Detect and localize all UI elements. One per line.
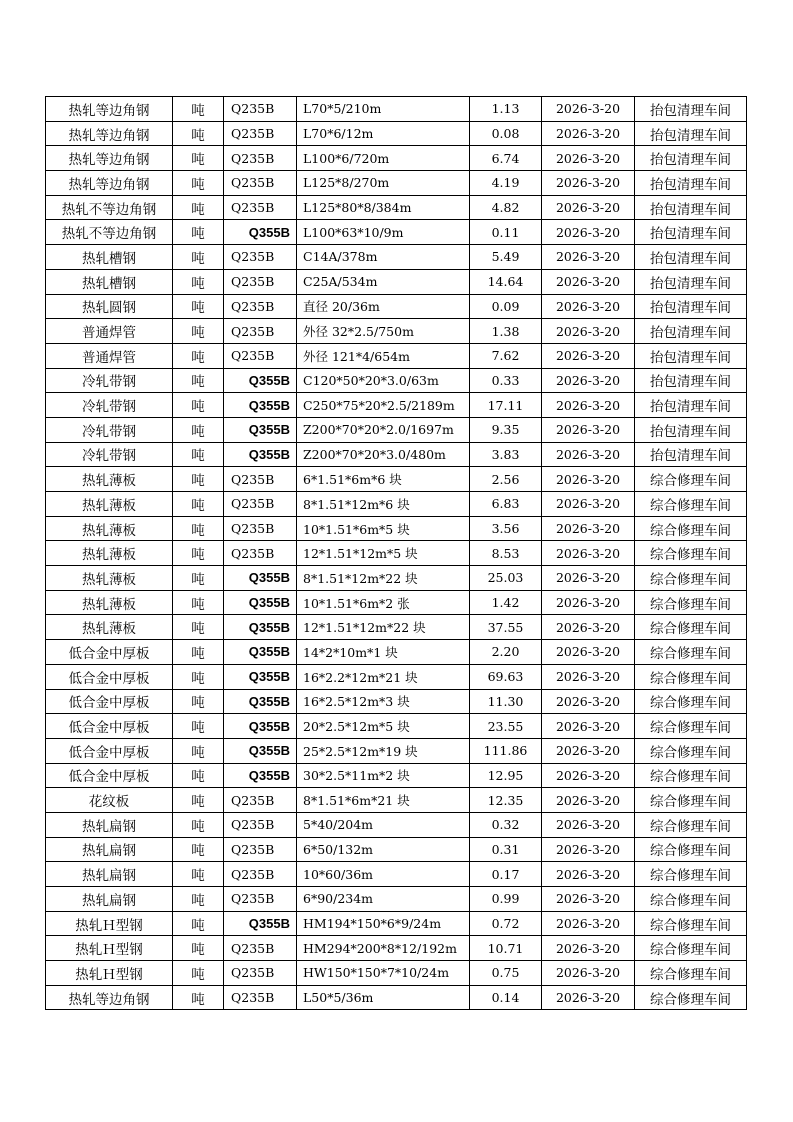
date-cell: 2026-3-20 [542, 195, 635, 220]
table-row [46, 763, 747, 788]
quantity-cell: 0.75 [470, 961, 542, 986]
material-name-cell: 热轧等边角钢 [46, 121, 173, 146]
date-cell: 2026-3-20 [542, 936, 635, 961]
date-cell: 2026-3-20 [542, 319, 635, 344]
unit-cell: 吨 [173, 985, 224, 1010]
material-name-cell: 热轧等边角钢 [46, 985, 173, 1010]
date-cell: 2026-3-20 [542, 368, 635, 393]
date-cell: 2026-3-20 [542, 763, 635, 788]
unit-cell: 吨 [173, 689, 224, 714]
quantity-cell: 14.64 [470, 269, 542, 294]
table-row [46, 417, 747, 442]
grade-cell: Q355B [224, 911, 297, 936]
quantity-cell: 11.30 [470, 689, 542, 714]
unit-cell: 吨 [173, 516, 224, 541]
material-name-cell: 热轧Ｈ型钢 [46, 936, 173, 961]
date-cell: 2026-3-20 [542, 171, 635, 196]
department-cell: 综合修理车间 [635, 862, 747, 887]
date-cell: 2026-3-20 [542, 343, 635, 368]
unit-cell: 吨 [173, 714, 224, 739]
unit-cell: 吨 [173, 146, 224, 171]
date-cell: 2026-3-20 [542, 837, 635, 862]
date-cell: 2026-3-20 [542, 492, 635, 517]
table-row [46, 738, 747, 763]
quantity-cell: 3.56 [470, 516, 542, 541]
department-cell: 综合修理车间 [635, 812, 747, 837]
material-name-cell: 冷轧带钢 [46, 393, 173, 418]
quantity-cell: 9.35 [470, 417, 542, 442]
material-name-cell: 热轧薄板 [46, 590, 173, 615]
quantity-cell: 6.74 [470, 146, 542, 171]
spec-cell: 直径 20/36m [297, 294, 470, 319]
table-row [46, 319, 747, 344]
spec-cell: 8*1.51*6m*21 块 [297, 788, 470, 813]
table-row [46, 812, 747, 837]
spec-cell: 10*60/36m [297, 862, 470, 887]
table-row [46, 541, 747, 566]
grade-cell: Q355B [224, 615, 297, 640]
quantity-cell: 17.11 [470, 393, 542, 418]
quantity-cell: 1.42 [470, 590, 542, 615]
unit-cell: 吨 [173, 615, 224, 640]
department-cell: 抬包清理车间 [635, 146, 747, 171]
department-cell: 综合修理车间 [635, 566, 747, 591]
spec-cell: C120*50*20*3.0/63m [297, 368, 470, 393]
date-cell: 2026-3-20 [542, 788, 635, 813]
department-cell: 抬包清理车间 [635, 368, 747, 393]
date-cell: 2026-3-20 [542, 467, 635, 492]
unit-cell: 吨 [173, 738, 224, 763]
date-cell: 2026-3-20 [542, 121, 635, 146]
grade-cell: Q355B [224, 640, 297, 665]
quantity-cell: 37.55 [470, 615, 542, 640]
quantity-cell: 0.99 [470, 887, 542, 912]
table-row [46, 220, 747, 245]
table-row [46, 664, 747, 689]
department-cell: 抬包清理车间 [635, 319, 747, 344]
table-row [46, 837, 747, 862]
quantity-cell: 3.83 [470, 442, 542, 467]
spec-cell: 20*2.5*12m*5 块 [297, 714, 470, 739]
date-cell: 2026-3-20 [542, 664, 635, 689]
table-row [46, 195, 747, 220]
date-cell: 2026-3-20 [542, 590, 635, 615]
material-table [45, 96, 747, 1010]
material-name-cell: 热轧薄板 [46, 566, 173, 591]
department-cell: 综合修理车间 [635, 689, 747, 714]
unit-cell: 吨 [173, 97, 224, 122]
grade-cell: Q355B [224, 393, 297, 418]
spec-cell: HM194*150*6*9/24m [297, 911, 470, 936]
table-row [46, 516, 747, 541]
grade-cell: Q355B [224, 220, 297, 245]
department-cell: 抬包清理车间 [635, 195, 747, 220]
spec-cell: L125*8/270m [297, 171, 470, 196]
table-row [46, 862, 747, 887]
grade-cell: Q355B [224, 714, 297, 739]
spec-cell: C250*75*20*2.5/2189m [297, 393, 470, 418]
grade-cell: Q355B [224, 417, 297, 442]
table-row [46, 97, 747, 122]
grade-cell: Q355B [224, 368, 297, 393]
material-name-cell: 普通焊管 [46, 319, 173, 344]
material-name-cell: 热轧薄板 [46, 615, 173, 640]
table-row [46, 294, 747, 319]
spec-cell: 30*2.5*11m*2 块 [297, 763, 470, 788]
spec-cell: L50*5/36m [297, 985, 470, 1010]
quantity-cell: 8.53 [470, 541, 542, 566]
quantity-cell: 1.13 [470, 97, 542, 122]
quantity-cell: 12.95 [470, 763, 542, 788]
department-cell: 综合修理车间 [635, 887, 747, 912]
spec-cell: L100*63*10/9m [297, 220, 470, 245]
table-row [46, 492, 747, 517]
date-cell: 2026-3-20 [542, 541, 635, 566]
table-row [46, 788, 747, 813]
grade-cell: Q235B [224, 245, 297, 270]
unit-cell: 吨 [173, 245, 224, 270]
grade-cell: Q355B [224, 566, 297, 591]
table-row [46, 985, 747, 1010]
department-cell: 抬包清理车间 [635, 393, 747, 418]
spec-cell: C25A/534m [297, 269, 470, 294]
quantity-cell: 2.56 [470, 467, 542, 492]
grade-cell: Q235B [224, 294, 297, 319]
material-name-cell: 冷轧带钢 [46, 368, 173, 393]
spec-cell: C14A/378m [297, 245, 470, 270]
unit-cell: 吨 [173, 961, 224, 986]
unit-cell: 吨 [173, 664, 224, 689]
quantity-cell: 4.19 [470, 171, 542, 196]
material-name-cell: 热轧等边角钢 [46, 171, 173, 196]
unit-cell: 吨 [173, 541, 224, 566]
spec-cell: L70*6/12m [297, 121, 470, 146]
table-row [46, 689, 747, 714]
quantity-cell: 0.14 [470, 985, 542, 1010]
date-cell: 2026-3-20 [542, 417, 635, 442]
department-cell: 抬包清理车间 [635, 171, 747, 196]
grade-cell: Q235B [224, 516, 297, 541]
material-name-cell: 热轧Ｈ型钢 [46, 911, 173, 936]
spec-cell: 14*2*10m*1 块 [297, 640, 470, 665]
table-row [46, 714, 747, 739]
unit-cell: 吨 [173, 269, 224, 294]
grade-cell: Q235B [224, 812, 297, 837]
spec-cell: 6*50/132m [297, 837, 470, 862]
spec-cell: 6*90/234m [297, 887, 470, 912]
spec-cell: 外径 32*2.5/750m [297, 319, 470, 344]
grade-cell: Q235B [224, 195, 297, 220]
quantity-cell: 25.03 [470, 566, 542, 591]
unit-cell: 吨 [173, 566, 224, 591]
material-name-cell: 低合金中厚板 [46, 738, 173, 763]
department-cell: 抬包清理车间 [635, 245, 747, 270]
table-row [46, 961, 747, 986]
date-cell: 2026-3-20 [542, 442, 635, 467]
quantity-cell: 0.17 [470, 862, 542, 887]
spec-cell: 25*2.5*12m*19 块 [297, 738, 470, 763]
material-name-cell: 冷轧带钢 [46, 417, 173, 442]
material-name-cell: 热轧圆钢 [46, 294, 173, 319]
date-cell: 2026-3-20 [542, 689, 635, 714]
grade-cell: Q235B [224, 961, 297, 986]
department-cell: 综合修理车间 [635, 516, 747, 541]
quantity-cell: 1.38 [470, 319, 542, 344]
date-cell: 2026-3-20 [542, 97, 635, 122]
unit-cell: 吨 [173, 343, 224, 368]
grade-cell: Q235B [224, 121, 297, 146]
spec-cell: 16*2.5*12m*3 块 [297, 689, 470, 714]
unit-cell: 吨 [173, 171, 224, 196]
department-cell: 抬包清理车间 [635, 269, 747, 294]
grade-cell: Q355B [224, 664, 297, 689]
unit-cell: 吨 [173, 294, 224, 319]
grade-cell: Q355B [224, 442, 297, 467]
date-cell: 2026-3-20 [542, 862, 635, 887]
grade-cell: Q235B [224, 936, 297, 961]
material-name-cell: 热轧槽钢 [46, 269, 173, 294]
grade-cell: Q235B [224, 837, 297, 862]
table-row [46, 245, 747, 270]
grade-cell: Q355B [224, 763, 297, 788]
spec-cell: 5*40/204m [297, 812, 470, 837]
material-name-cell: 热轧扁钢 [46, 887, 173, 912]
date-cell: 2026-3-20 [542, 615, 635, 640]
spec-cell: 8*1.51*12m*6 块 [297, 492, 470, 517]
date-cell: 2026-3-20 [542, 220, 635, 245]
unit-cell: 吨 [173, 837, 224, 862]
unit-cell: 吨 [173, 492, 224, 517]
spec-cell: Z200*70*20*3.0/480m [297, 442, 470, 467]
material-name-cell: 热轧扁钢 [46, 812, 173, 837]
unit-cell: 吨 [173, 368, 224, 393]
table-row [46, 566, 747, 591]
quantity-cell: 2.20 [470, 640, 542, 665]
unit-cell: 吨 [173, 763, 224, 788]
quantity-cell: 5.49 [470, 245, 542, 270]
department-cell: 综合修理车间 [635, 541, 747, 566]
unit-cell: 吨 [173, 812, 224, 837]
unit-cell: 吨 [173, 121, 224, 146]
department-cell: 综合修理车间 [635, 714, 747, 739]
grade-cell: Q235B [224, 985, 297, 1010]
department-cell: 综合修理车间 [635, 936, 747, 961]
spec-cell: Z200*70*20*2.0/1697m [297, 417, 470, 442]
spec-cell: 10*1.51*6m*5 块 [297, 516, 470, 541]
grade-cell: Q235B [224, 269, 297, 294]
spec-cell: 外径 121*4/654m [297, 343, 470, 368]
date-cell: 2026-3-20 [542, 738, 635, 763]
quantity-cell: 6.83 [470, 492, 542, 517]
unit-cell: 吨 [173, 590, 224, 615]
grade-cell: Q235B [224, 788, 297, 813]
grade-cell: Q235B [224, 171, 297, 196]
material-name-cell: 热轧薄板 [46, 467, 173, 492]
quantity-cell: 7.62 [470, 343, 542, 368]
material-name-cell: 热轧扁钢 [46, 862, 173, 887]
grade-cell: Q355B [224, 738, 297, 763]
unit-cell: 吨 [173, 640, 224, 665]
spec-cell: 6*1.51*6m*6 块 [297, 467, 470, 492]
department-cell: 抬包清理车间 [635, 121, 747, 146]
spec-cell: HW150*150*7*10/24m [297, 961, 470, 986]
department-cell: 抬包清理车间 [635, 294, 747, 319]
grade-cell: Q235B [224, 492, 297, 517]
material-name-cell: 低合金中厚板 [46, 714, 173, 739]
table-row [46, 146, 747, 171]
department-cell: 抬包清理车间 [635, 417, 747, 442]
date-cell: 2026-3-20 [542, 393, 635, 418]
date-cell: 2026-3-20 [542, 640, 635, 665]
table-row [46, 467, 747, 492]
material-name-cell: 低合金中厚板 [46, 664, 173, 689]
material-name-cell: 热轧薄板 [46, 492, 173, 517]
material-name-cell: 热轧不等边角钢 [46, 195, 173, 220]
table-row [46, 393, 747, 418]
unit-cell: 吨 [173, 788, 224, 813]
date-cell: 2026-3-20 [542, 269, 635, 294]
grade-cell: Q355B [224, 590, 297, 615]
date-cell: 2026-3-20 [542, 566, 635, 591]
quantity-cell: 23.55 [470, 714, 542, 739]
department-cell: 综合修理车间 [635, 664, 747, 689]
unit-cell: 吨 [173, 195, 224, 220]
quantity-cell: 0.11 [470, 220, 542, 245]
spec-cell: L125*80*8/384m [297, 195, 470, 220]
department-cell: 抬包清理车间 [635, 442, 747, 467]
quantity-cell: 12.35 [470, 788, 542, 813]
department-cell: 综合修理车间 [635, 985, 747, 1010]
quantity-cell: 69.63 [470, 664, 542, 689]
quantity-cell: 0.33 [470, 368, 542, 393]
grade-cell: Q235B [224, 862, 297, 887]
department-cell: 抬包清理车间 [635, 220, 747, 245]
material-name-cell: 低合金中厚板 [46, 689, 173, 714]
department-cell: 综合修理车间 [635, 788, 747, 813]
table-row [46, 368, 747, 393]
material-name-cell: 热轧扁钢 [46, 837, 173, 862]
date-cell: 2026-3-20 [542, 812, 635, 837]
material-name-cell: 低合金中厚板 [46, 763, 173, 788]
department-cell: 综合修理车间 [635, 640, 747, 665]
date-cell: 2026-3-20 [542, 714, 635, 739]
material-name-cell: 热轧薄板 [46, 541, 173, 566]
department-cell: 综合修理车间 [635, 615, 747, 640]
date-cell: 2026-3-20 [542, 911, 635, 936]
spec-cell: L100*6/720m [297, 146, 470, 171]
material-name-cell: 热轧不等边角钢 [46, 220, 173, 245]
date-cell: 2026-3-20 [542, 294, 635, 319]
department-cell: 综合修理车间 [635, 590, 747, 615]
spec-cell: 8*1.51*12m*22 块 [297, 566, 470, 591]
date-cell: 2026-3-20 [542, 146, 635, 171]
grade-cell: Q235B [224, 467, 297, 492]
department-cell: 综合修理车间 [635, 961, 747, 986]
spec-cell: 10*1.51*6m*2 张 [297, 590, 470, 615]
unit-cell: 吨 [173, 442, 224, 467]
date-cell: 2026-3-20 [542, 887, 635, 912]
quantity-cell: 0.09 [470, 294, 542, 319]
department-cell: 综合修理车间 [635, 492, 747, 517]
department-cell: 综合修理车间 [635, 467, 747, 492]
grade-cell: Q235B [224, 887, 297, 912]
date-cell: 2026-3-20 [542, 985, 635, 1010]
quantity-cell: 0.32 [470, 812, 542, 837]
unit-cell: 吨 [173, 417, 224, 442]
date-cell: 2026-3-20 [542, 516, 635, 541]
material-name-cell: 低合金中厚板 [46, 640, 173, 665]
grade-cell: Q235B [224, 541, 297, 566]
quantity-cell: 4.82 [470, 195, 542, 220]
spec-cell: L70*5/210m [297, 97, 470, 122]
unit-cell: 吨 [173, 319, 224, 344]
spec-cell: 12*1.51*12m*5 块 [297, 541, 470, 566]
table-row [46, 911, 747, 936]
department-cell: 综合修理车间 [635, 911, 747, 936]
department-cell: 抬包清理车间 [635, 343, 747, 368]
table-row [46, 343, 747, 368]
department-cell: 综合修理车间 [635, 837, 747, 862]
table-row [46, 640, 747, 665]
unit-cell: 吨 [173, 862, 224, 887]
quantity-cell: 10.71 [470, 936, 542, 961]
quantity-cell: 0.08 [470, 121, 542, 146]
unit-cell: 吨 [173, 936, 224, 961]
unit-cell: 吨 [173, 887, 224, 912]
grade-cell: Q235B [224, 146, 297, 171]
table-row [46, 442, 747, 467]
date-cell: 2026-3-20 [542, 961, 635, 986]
material-name-cell: 普通焊管 [46, 343, 173, 368]
grade-cell: Q235B [224, 343, 297, 368]
unit-cell: 吨 [173, 467, 224, 492]
table-row [46, 590, 747, 615]
unit-cell: 吨 [173, 911, 224, 936]
department-cell: 综合修理车间 [635, 763, 747, 788]
table-row [46, 121, 747, 146]
quantity-cell: 0.72 [470, 911, 542, 936]
material-name-cell: 冷轧带钢 [46, 442, 173, 467]
table-row [46, 269, 747, 294]
grade-cell: Q235B [224, 319, 297, 344]
material-name-cell: 热轧Ｈ型钢 [46, 961, 173, 986]
quantity-cell: 111.86 [470, 738, 542, 763]
table-row [46, 887, 747, 912]
quantity-cell: 0.31 [470, 837, 542, 862]
department-cell: 抬包清理车间 [635, 97, 747, 122]
table-body [46, 97, 747, 1010]
material-name-cell: 热轧薄板 [46, 516, 173, 541]
department-cell: 综合修理车间 [635, 738, 747, 763]
grade-cell: Q355B [224, 689, 297, 714]
material-name-cell: 热轧槽钢 [46, 245, 173, 270]
spec-cell: 12*1.51*12m*22 块 [297, 615, 470, 640]
table-row [46, 615, 747, 640]
spec-cell: 16*2.2*12m*21 块 [297, 664, 470, 689]
material-name-cell: 花纹板 [46, 788, 173, 813]
unit-cell: 吨 [173, 393, 224, 418]
material-name-cell: 热轧等边角钢 [46, 146, 173, 171]
table-row [46, 936, 747, 961]
material-name-cell: 热轧等边角钢 [46, 97, 173, 122]
date-cell: 2026-3-20 [542, 245, 635, 270]
table-row [46, 171, 747, 196]
spec-cell: HM294*200*8*12/192m [297, 936, 470, 961]
unit-cell: 吨 [173, 220, 224, 245]
grade-cell: Q235B [224, 97, 297, 122]
